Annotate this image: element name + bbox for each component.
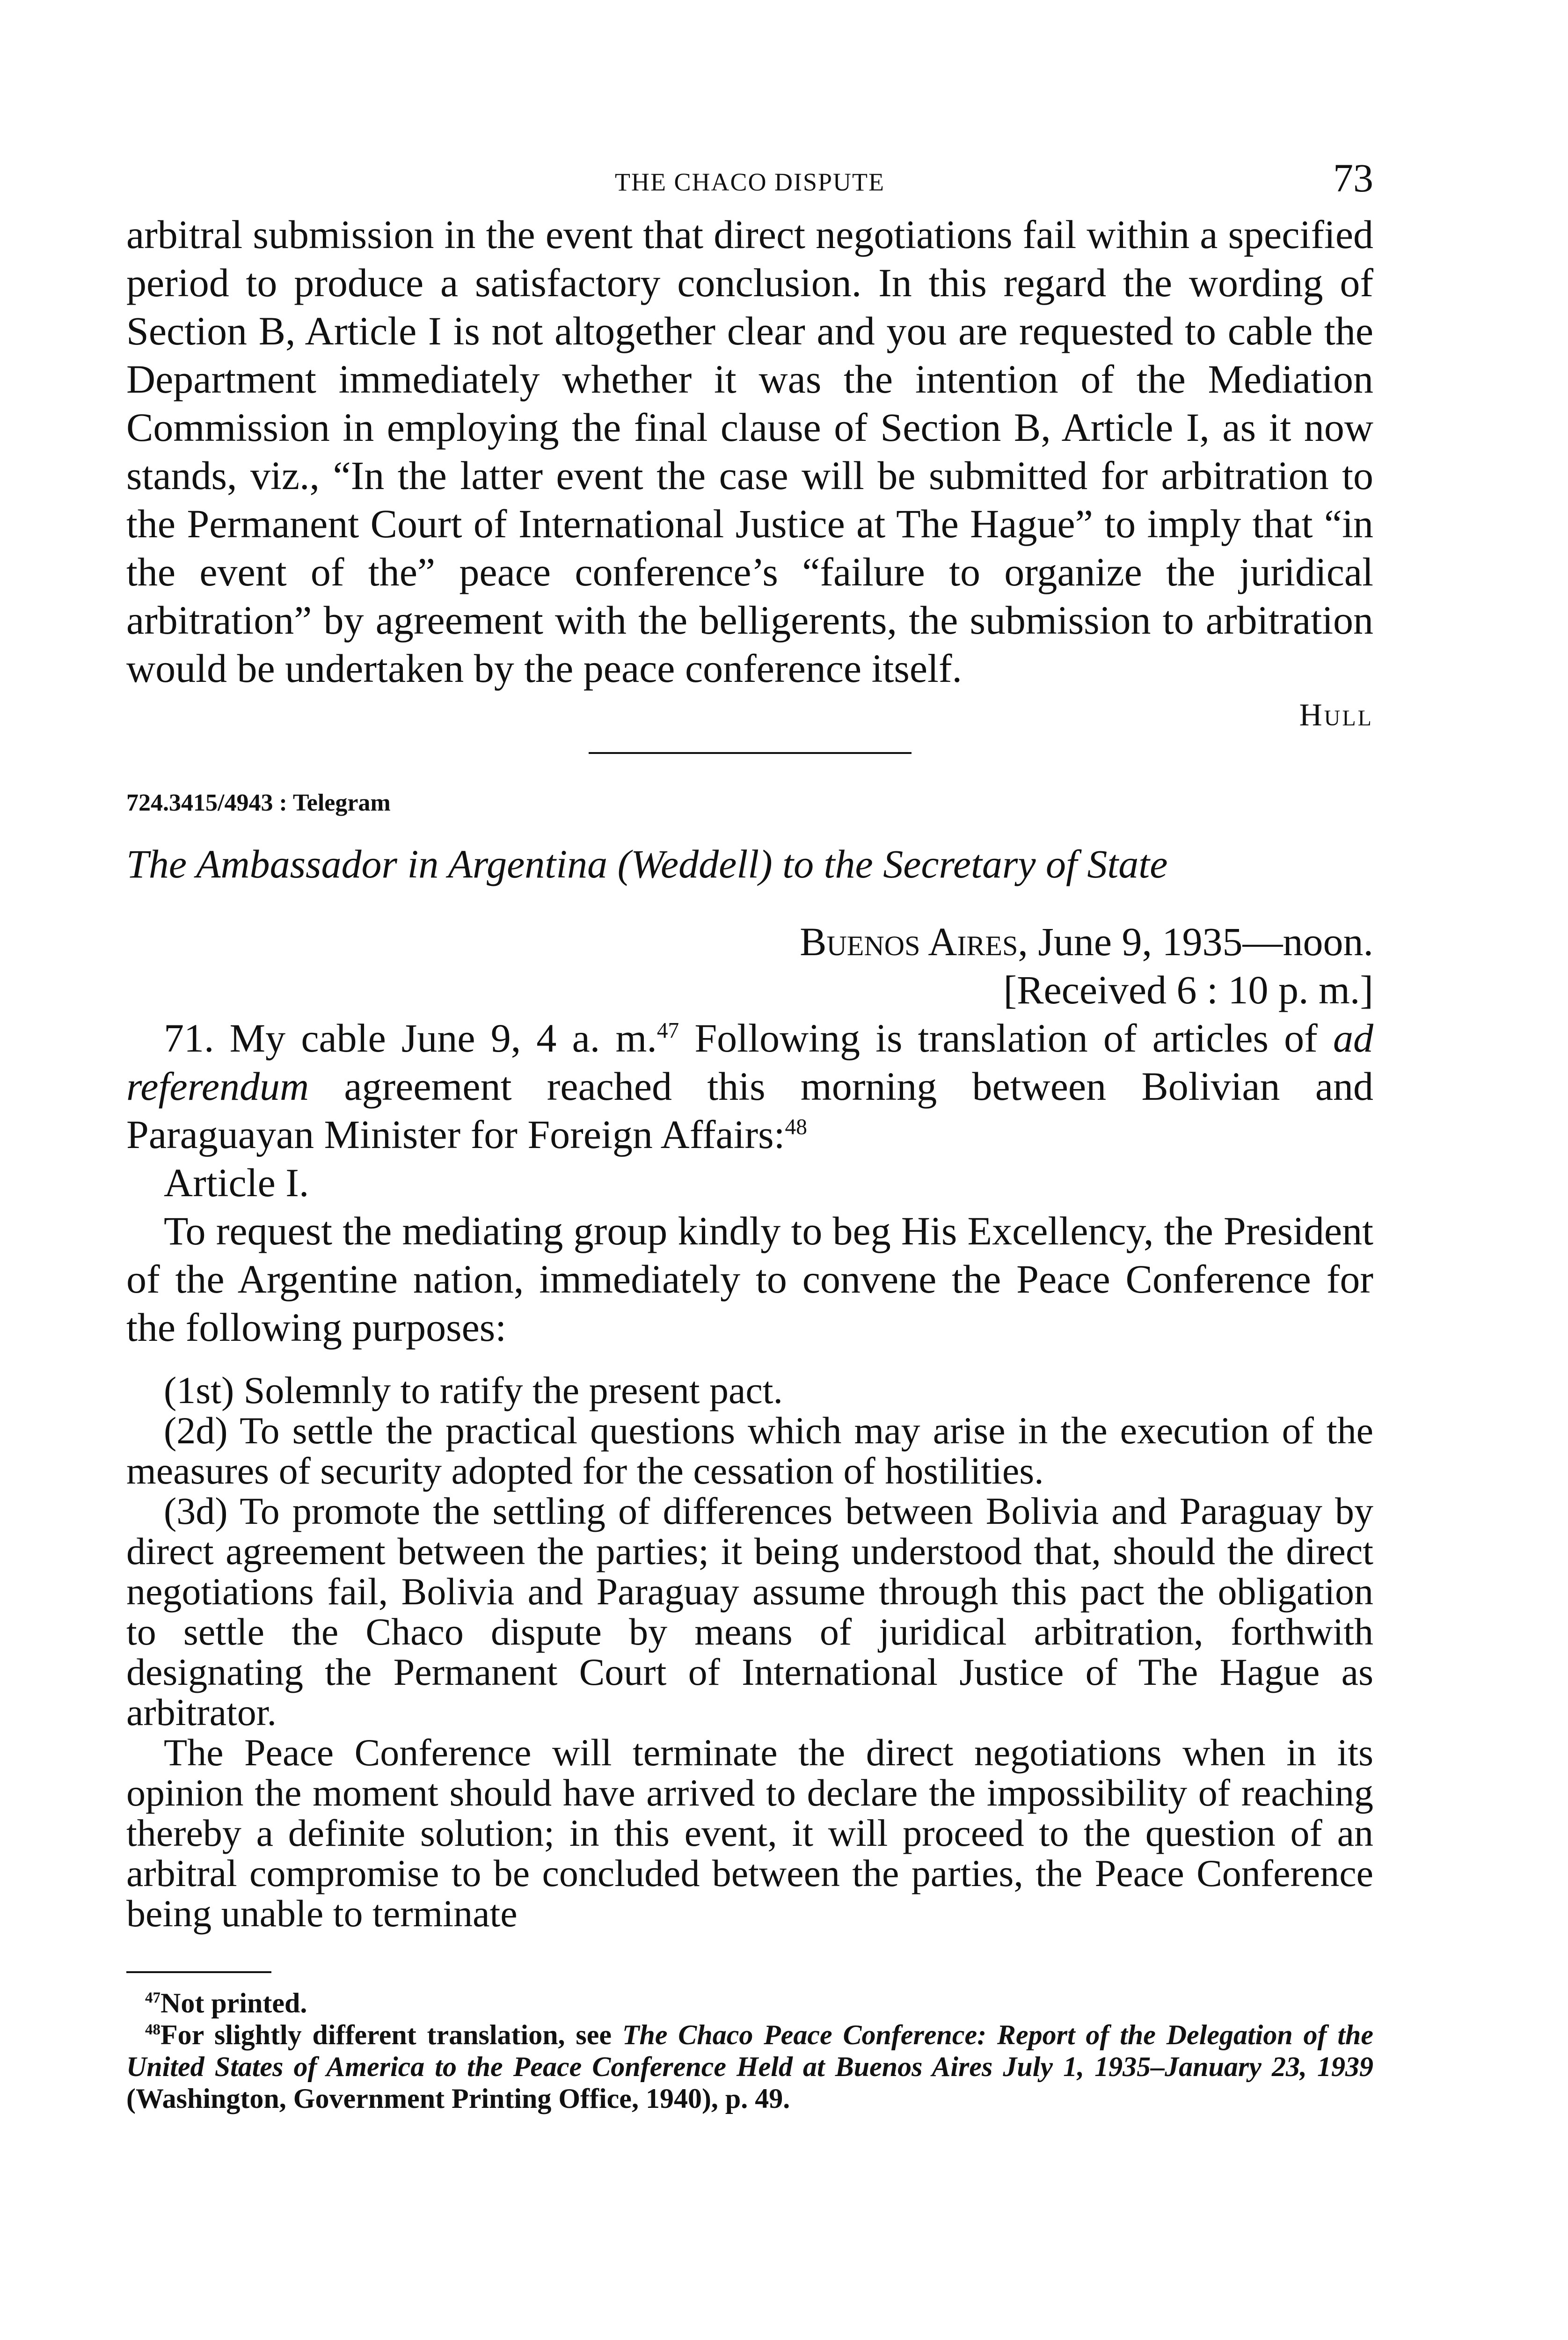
footnote-ref-48: 48 [785,1115,807,1140]
document-page [126,154,1373,2114]
dateline-received: [Received 6 : 10 p. m.] [1003,967,1373,1012]
opening-text-b: Following is translation of articles of [679,1016,1334,1060]
document-heading: The Ambassador in Argentina (Weddell) to the Secretary of State [126,841,1168,886]
footnote-mark: 47 [145,1989,160,2006]
file-reference: 724.3415/4943 : Telegram [126,790,391,816]
dateline-place: Buenos Aires [800,919,1018,964]
footnote-italic: The Chaco Peace Conference: Report of the Delegation of the United States of America to the Peace Conference Held at Buenos Aires July 1, 1935–January 23, 1939 [126,2019,1373,2082]
purposes-list [126,1370,1373,1733]
dateline-place-date [126,918,1373,966]
footnote-48 [126,2019,1373,2114]
purpose-item: (3d) To promote the settling of differences between Bolivia and Paraguay by direct agreement between the parties; it being understood that, should the direct negotiations fail, Bolivia and Paraguay assume through this pact the obligation to settle the Chaco dispute by means of juridical arbitration, forthwith designating the Permanent Court of International Justice of The Hague as arbitrator. [126,1490,1373,1733]
footnote-text: Not printed. [160,1988,307,2018]
footnote-mark: 48 [145,2021,160,2038]
section-divider [589,752,912,754]
article-text: To request the mediating group kindly to beg His Excellency, the President of the Argentine nation, immediately to convene the Peace Conference for the following purposes: [126,1208,1373,1350]
dateline [126,918,1373,1014]
purpose-item: (1st) Solemnly to ratify the present pact. [164,1369,783,1411]
footnote-ref-47: 47 [656,1018,679,1043]
running-title: THE CHACO DISPUTE [614,168,885,196]
page-header [126,154,1373,211]
signature: Hull [1299,697,1373,732]
opening-text-c: agreement reached this morning between Bolivian and Paraguayan Minister for Foreign Affairs: [126,1064,1373,1157]
opening-italic: ad referendum [126,1016,1374,1109]
footnotes [126,1971,1373,2114]
opening-text-a: 71. My cable June 9, 4 a. m. [164,1016,657,1060]
footnote-text-a: For slightly different translation, see [160,2019,622,2050]
page-number: 73 [1333,155,1373,200]
purpose-item: (2d) To settle the practical questions which may arise in the execution of the measures of security adopted for the cessation of hostilities. [126,1409,1373,1492]
article-heading: Article I. [164,1160,309,1205]
dateline-date: , June 9, 1935—noon. [1018,919,1373,964]
opening-paragraph [126,1014,1373,1159]
footnote-text-b: (Washington, Government Printing Office, 1940), p. 49. [126,2083,790,2114]
footnote-47 [126,1987,1373,2019]
continued-paragraph: arbitral submission in the event that direct negotiations fail within a specified period to produce a satisfactory conclusion. In this regard the wording of Section B, Article I is not altogether clear and you are requested to cable the Department immediately whether it was the intention of the Mediation Commission in employing the final clause of Section B, Article I, as it now stands, viz., “In the latter event the case will be submitted for arbitration to the Permanent Court of International Justice at The Hague” to imply that “in the event of the” peace conference’s “failure to organize the juridical arbitration” by agreement with the belligerents, the submission to arbitration would be undertaken by the peace conference itself. [126,212,1373,691]
closing-paragraph: The Peace Conference will terminate the direct negotiations when in its opinion the moment should have arrived to declare the impossibility of reaching thereby a definite solution; in this event, it will proceed to the question of an arbitral compromise to be concluded between the parties, the Peace Conference being unable to terminate [126,1731,1373,1935]
footnote-divider [126,1971,271,1973]
